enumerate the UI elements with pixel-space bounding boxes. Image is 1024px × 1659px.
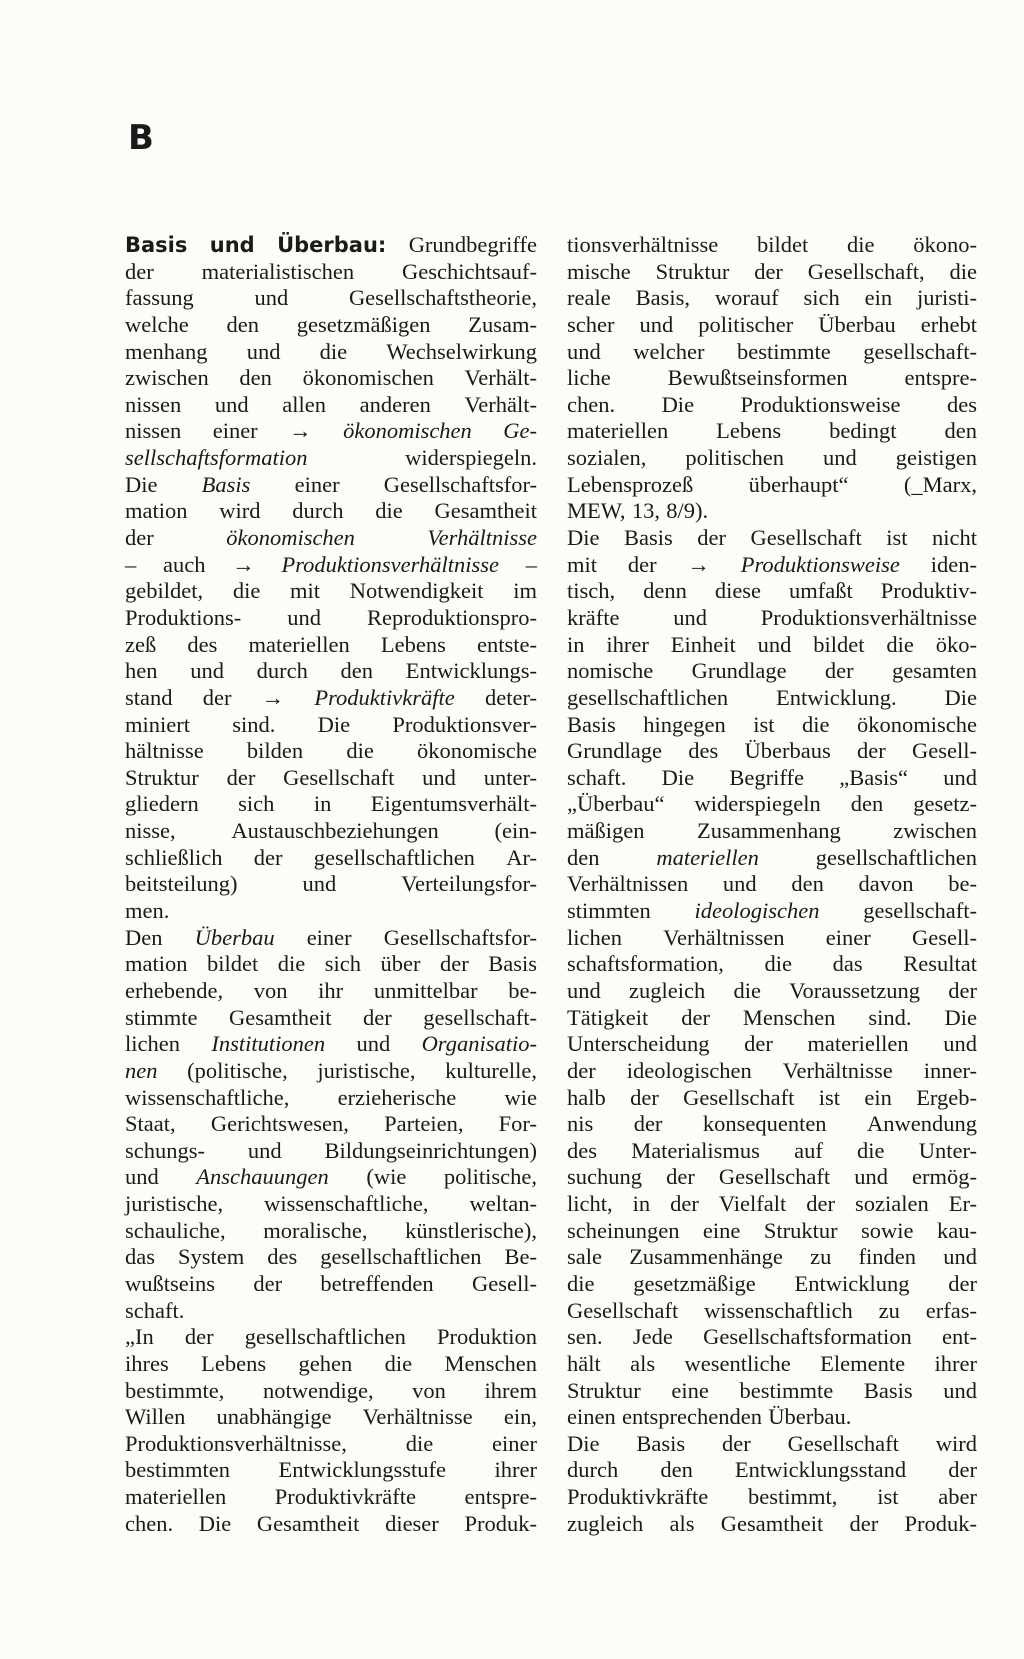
text-line: Die Basis einer Gesellschaftsfor- bbox=[125, 471, 537, 497]
text-line: halb der Gesellschaft ist ein Ergeb- bbox=[567, 1084, 977, 1110]
text-line: Willen unabhängige Verhältnisse ein, bbox=[125, 1404, 537, 1430]
text-line: juristische, wissenschaftliche, weltan- bbox=[125, 1191, 537, 1217]
text-line: scher und politischer Überbau erhebt bbox=[567, 311, 977, 337]
right-text-column bbox=[567, 232, 977, 1537]
text-line: sozialen, politischen und geistigen bbox=[567, 445, 977, 471]
text-line: der ökonomischen Verhältnisse bbox=[125, 525, 537, 551]
text-line: erhebende, von ihr unmittelbar be- bbox=[125, 977, 537, 1003]
text-line: scheinungen eine Struktur sowie kau- bbox=[567, 1217, 977, 1243]
text-line: „Überbau“ widerspiegeln den gesetz- bbox=[567, 791, 977, 817]
text-line: stimmten ideologischen gesellschaft- bbox=[567, 898, 977, 924]
text-line: nomische Grundlage der gesamten bbox=[567, 658, 977, 684]
text-line: und zugleich die Voraussetzung der bbox=[567, 977, 977, 1003]
text-line: Produktivkräfte bestimmt, ist aber bbox=[567, 1484, 977, 1510]
text-line: gliedern sich in Eigentumsverhält- bbox=[125, 791, 537, 817]
text-line: stimmte Gesamtheit der gesellschaft- bbox=[125, 1004, 537, 1030]
text-line: – auch → Produktionsverhältnisse – bbox=[125, 551, 537, 577]
text-line: nis der konsequenten Anwendung bbox=[567, 1111, 977, 1137]
text-line: mation bildet die sich über der Basis bbox=[125, 951, 537, 977]
text-line: schungs- und Bildungseinrichtungen) bbox=[125, 1137, 537, 1163]
text-line: MEW, 13, 8/9). bbox=[567, 498, 709, 524]
text-line: kräfte und Produktionsverhältnisse bbox=[567, 604, 977, 630]
text-line: hältnisse bilden die ökonomische bbox=[125, 738, 537, 764]
text-line: Basis hingegen ist die ökonomische bbox=[567, 711, 977, 737]
text-line: licht, in der Vielfalt der sozialen Er- bbox=[567, 1191, 977, 1217]
text-line: materiellen Lebens bedingt den bbox=[567, 418, 977, 444]
text-line: Die Basis der Gesellschaft wird bbox=[567, 1430, 977, 1456]
text-line: bestimmten Entwicklungsstufe ihrer bbox=[125, 1457, 537, 1483]
text-line: materiellen Produktivkräfte entspre- bbox=[125, 1484, 537, 1510]
text-line: schaftsformation, die das Resultat bbox=[567, 951, 977, 977]
text-line: Struktur der Gesellschaft und unter- bbox=[125, 764, 537, 790]
text-line: mäßigen Zusammenhang zwischen bbox=[567, 818, 977, 844]
text-line: schaft. Die Begriffe „Basis“ und bbox=[567, 764, 977, 790]
text-line: sellschaftsformation widerspiegeln. bbox=[125, 445, 537, 471]
text-line: das System des gesellschaftlichen Be- bbox=[125, 1244, 537, 1270]
text-line: liche Bewußtseinsformen entspre- bbox=[567, 365, 977, 391]
text-line: reale Basis, worauf sich ein juristi- bbox=[567, 285, 977, 311]
text-line: chen. Die Produktionsweise des bbox=[567, 391, 977, 417]
text-line: miniert sind. Die Produktionsver- bbox=[125, 711, 537, 737]
text-line: chen. Die Gesamtheit dieser Produk- bbox=[125, 1510, 537, 1536]
text-line: des Materialismus auf die Unter- bbox=[567, 1137, 977, 1163]
text-line: nissen einer → ökonomischen Ge- bbox=[125, 418, 537, 444]
text-line: der ideologischen Verhältnisse inner- bbox=[567, 1057, 977, 1083]
text-line: welche den gesetzmäßigen Zusam- bbox=[125, 311, 537, 337]
text-line: Verhältnissen und den davon be- bbox=[567, 871, 977, 897]
text-line: zwischen den ökonomischen Verhält- bbox=[125, 365, 537, 391]
text-line: „In der gesellschaftlichen Produktion bbox=[125, 1324, 537, 1350]
text-line: Gesellschaft wissenschaftlich zu erfas- bbox=[567, 1297, 977, 1323]
text-line: schauliche, moralische, künstlerische), bbox=[125, 1217, 537, 1243]
text-line: Produktions- und Reproduktionspro- bbox=[125, 604, 537, 630]
text-line: einen entsprechenden Überbau. bbox=[567, 1404, 852, 1430]
text-line: gesellschaftlichen Entwicklung. Die bbox=[567, 684, 977, 710]
text-line: Grundlage des Überbaus der Gesell- bbox=[567, 738, 977, 764]
text-line: lichen Verhältnissen einer Gesell- bbox=[567, 924, 977, 950]
text-line: zeß des materiellen Lebens entste- bbox=[125, 631, 537, 657]
text-line: zugleich als Gesamtheit der Produk- bbox=[567, 1510, 977, 1536]
text-line: Unterscheidung der materiellen und bbox=[567, 1031, 977, 1057]
text-line: Staat, Gerichtswesen, Parteien, For- bbox=[125, 1111, 537, 1137]
text-line: fassung und Gesellschaftstheorie, bbox=[125, 285, 537, 311]
text-line: der materialistischen Geschichtsauf- bbox=[125, 258, 537, 284]
text-line: und Anschauungen (wie politische, bbox=[125, 1164, 537, 1190]
text-line: beitsteilung) und Verteilungsfor- bbox=[125, 871, 537, 897]
text-line: ihres Lebens gehen die Menschen bbox=[125, 1350, 537, 1376]
text-line: den materiellen gesellschaftlichen bbox=[567, 844, 977, 870]
text-line: in ihrer Einheit und bildet die öko- bbox=[567, 631, 977, 657]
text-line: gebildet, die mit Notwendigkeit im bbox=[125, 578, 537, 604]
text-line: Die Basis der Gesellschaft ist nicht bbox=[567, 525, 977, 551]
text-line: nisse, Austauschbeziehungen (ein- bbox=[125, 818, 537, 844]
text-line: Den Überbau einer Gesellschaftsfor- bbox=[125, 924, 537, 950]
text-line: menhang und die Wechselwirkung bbox=[125, 338, 537, 364]
text-line: Produktionsverhältnisse, die einer bbox=[125, 1430, 537, 1456]
text-line: mation wird durch die Gesamtheit bbox=[125, 498, 537, 524]
text-line: suchung der Gesellschaft und ermög- bbox=[567, 1164, 977, 1190]
text-line: Tätigkeit der Menschen sind. Die bbox=[567, 1004, 977, 1030]
text-line: und welcher bestimmte gesellschaft- bbox=[567, 338, 977, 364]
text-line: hen und durch den Entwicklungs- bbox=[125, 658, 537, 684]
text-line: schaft. bbox=[125, 1297, 185, 1323]
text-line: men. bbox=[125, 898, 170, 924]
text-line: hält als wesentliche Elemente ihrer bbox=[567, 1350, 977, 1376]
text-line: sale Zusammenhänge zu finden und bbox=[567, 1244, 977, 1270]
text-line: durch den Entwicklungsstand der bbox=[567, 1457, 977, 1483]
text-line: mische Struktur der Gesellschaft, die bbox=[567, 258, 977, 284]
text-line: tisch, denn diese umfaßt Produktiv- bbox=[567, 578, 977, 604]
text-line: mit der → Produktionsweise iden- bbox=[567, 551, 977, 577]
text-line: tionsverhältnisse bildet die ökono- bbox=[567, 232, 977, 257]
left-text-column bbox=[125, 232, 537, 1537]
text-line: nen (politische, juristische, kulturelle, bbox=[125, 1057, 537, 1083]
text-line: schließlich der gesellschaftlichen Ar- bbox=[125, 844, 537, 870]
text-line: sen. Jede Gesellschaftsformation ent- bbox=[567, 1324, 977, 1350]
text-line: wußtseins der betreffenden Gesell- bbox=[125, 1270, 537, 1296]
text-line: Struktur eine bestimmte Basis und bbox=[567, 1377, 977, 1403]
text-line: nissen und allen anderen Verhält- bbox=[125, 391, 537, 417]
text-line: wissenschaftliche, erzieherische wie bbox=[125, 1084, 537, 1110]
text-line: die gesetzmäßige Entwicklung der bbox=[567, 1270, 977, 1296]
text-line: stand der → Produktivkräfte deter- bbox=[125, 684, 537, 710]
text-line: lichen Institutionen und Organisatio- bbox=[125, 1031, 537, 1057]
text-line: Basis und Überbau: Grundbegriffe bbox=[125, 232, 537, 257]
text-line: Lebensprozeß überhaupt“ (_Marx, bbox=[567, 471, 977, 497]
section-letter: B bbox=[128, 118, 154, 158]
text-line: bestimmte, notwendige, von ihrem bbox=[125, 1377, 537, 1403]
